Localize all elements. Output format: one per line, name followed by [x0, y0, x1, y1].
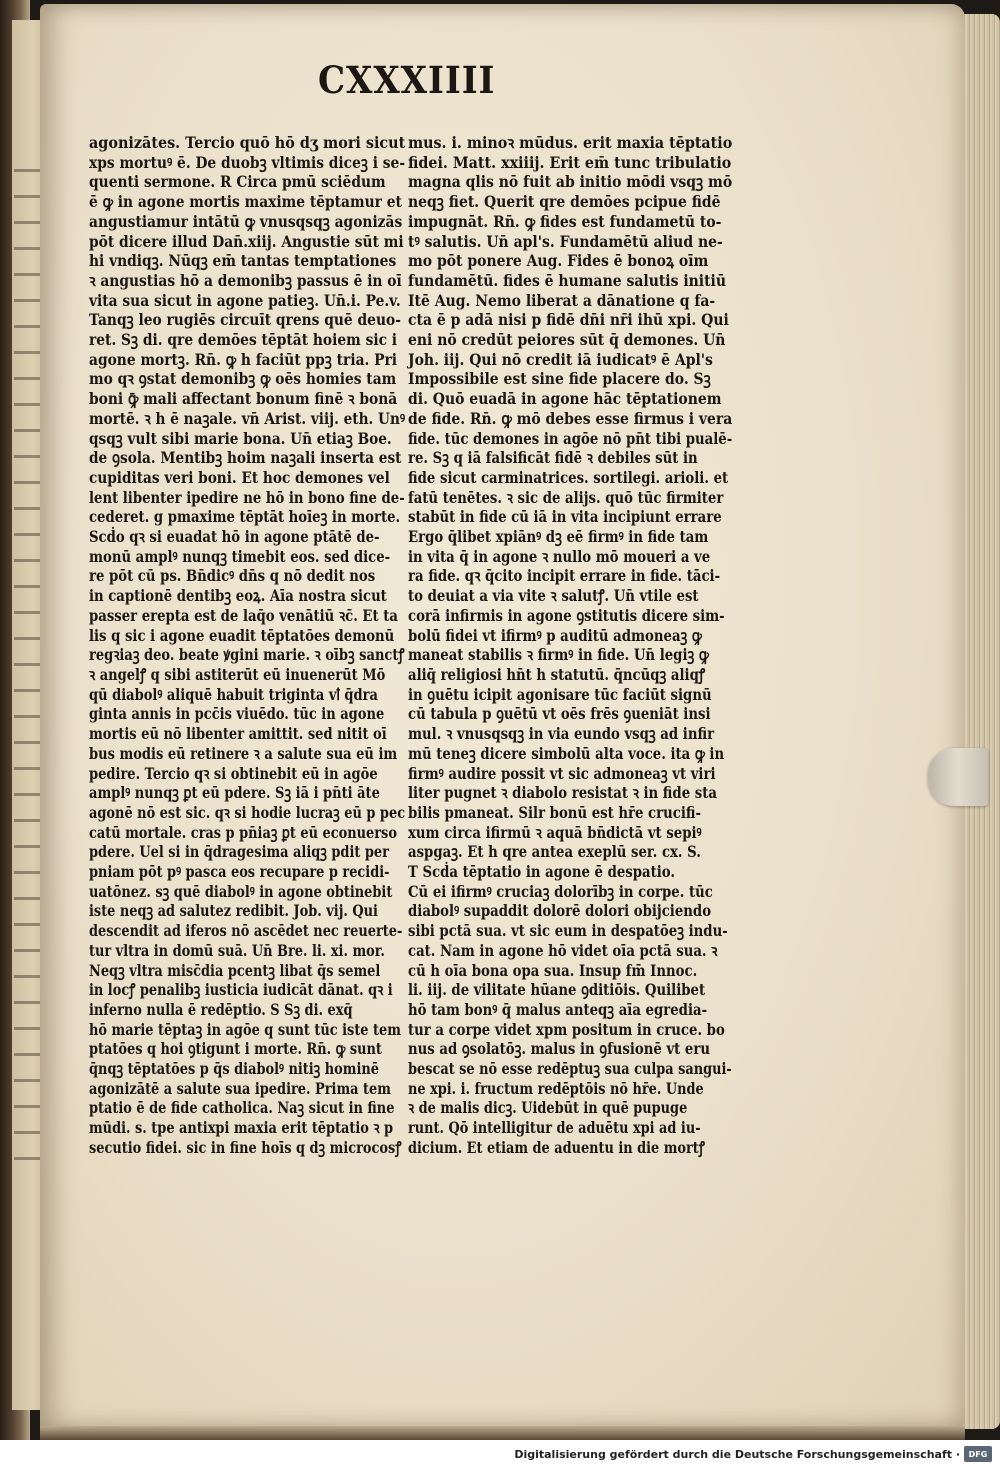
text-line: Impossibile est sine fide placere do. Sꝫ	[408, 369, 711, 389]
text-line: mortis eū nō libenter amittit. sed nitit oī	[89, 724, 387, 744]
text-line: Scḋo qꝛ si euadat hō in agone ptātē de-	[89, 527, 380, 547]
dfg-logo-icon: DFG	[964, 1446, 992, 1462]
text-line: q̄nqꝫ tēptatōes p q̄s diabolꝰ nitiꝫ hominē	[89, 1059, 380, 1079]
text-line: fide sicut carminatrices. sortilegi. arioli. et	[408, 467, 729, 487]
text-line: sibi pctā sua. vt sic eum in despatōeꝫ indu-	[408, 921, 728, 941]
page-tab-clip	[928, 748, 988, 806]
text-line: mortē. ꝛ h ē naꝫale. vn̄ Arist. viij. eth. Unꝰ	[89, 408, 406, 428]
text-line: ē ꝙ in agone mortis maxime tēptamur et	[89, 192, 402, 212]
text-line: qsqꝫ vult sibi marie bona. Un̄ etiaꝫ Boe.	[89, 428, 392, 448]
text-line: amplꝰ nunqꝫ ꝑt eū pdere. Sꝫ iā i pn̄ti āte	[89, 783, 380, 803]
text-line: fidei. Matt. xxiiij. Erit em̄ tunc tribulatio	[408, 152, 732, 172]
text-line: Itē Aug. Nemo liberat a dānatione q fa-	[408, 290, 716, 310]
text-line: eni nō credūt peiores sūt q̄ demones. Un̄	[408, 330, 726, 350]
text-line: bolū fidei vt ifirmꝰ p auditū admoneaꝫ ꝙ	[408, 625, 702, 645]
text-line: agonizātes. Tercio quō hō dʒ mori sicut	[89, 133, 406, 152]
text-line: aspgaꝫ. Et h qre antea exeplū ser. cx. S.	[408, 842, 701, 862]
text-line: agonizātē a salute sua ipedire. Prima tem	[89, 1078, 391, 1098]
text-line: pedire. Tercio qꝛ si obtinebit eū in agōe	[89, 763, 378, 783]
text-line: qū diabolꝰ aliquē habuit triginta vꝉ q̄dra	[89, 684, 378, 704]
text-line: agonē nō est sic. qꝛ si hodie lucraꝫ eū p pec	[89, 802, 406, 822]
text-line: iste neqꝫ ad salutez redibit. Job. vij. Qui	[89, 901, 378, 921]
text-line: boni ꝙ̄ mali affectant bonum finē ꝛ bonā	[89, 389, 398, 409]
text-line: ra fide. qꝛ q̄cito incipit errare in fide. tāci-	[408, 566, 721, 586]
text-line: Ergo q̄libet xpiānꝰ dꝫ eē firmꝰ in fide tam	[408, 527, 709, 547]
text-line: xum circa ifirmū ꝛ aquā bn̄dictā vt sepiꝰ	[408, 822, 702, 842]
page-edges-stack	[962, 14, 1000, 1429]
text-line: hi vndiqꝫ. Nūqꝫ em̄ tantas temptationes	[89, 251, 397, 271]
text-line: bilis pmaneat. Silr bonū est hr̄e crucifi-	[408, 802, 702, 822]
text-line: in ꝯuētu icipit agonisare tūc faciūt signū	[408, 684, 712, 704]
text-line: mus. i. minoꝛ mūdus. erit maxia tēptatio	[408, 133, 733, 152]
text-column-right	[408, 133, 810, 1158]
text-line: pdere. Uel si in q̄dragesima aliqꝫ pdit per	[89, 842, 389, 862]
text-line: li. iij. de vilitate hūane ꝯditiōis. Quilibet	[408, 980, 706, 1000]
footer-credit: Digitalisierung gefördert durch die Deutsche Forschungsgemeinschaft ·	[514, 1448, 960, 1461]
text-line: corā infirmis in agone ꝯstitutis dicere sim-	[408, 605, 725, 625]
text-line: ꝛ angustias hō a demonibꝫ passus ē in oī	[89, 270, 402, 290]
text-line: descendit ad iferos nō ascēdet nec reuerte-	[89, 921, 403, 941]
text-line: vita sua sicut in agone patieꝫ. Un̄.i. Pe.v.	[89, 290, 401, 310]
text-line: mo pōt ponere Aug. Fides ē bonoꝝ oīm	[408, 251, 709, 271]
text-line: Neqꝫ vltra misc̄dia pcentꝫ libat q̄s semel	[89, 960, 381, 980]
text-line: ꝛ de malis dicꝫ. Uidebūt in quē pupuge	[408, 1098, 688, 1118]
text-line: maneat stabilis ꝛ firmꝰ in fide. Un̄ legiꝫ ꝙ	[408, 645, 709, 665]
text-line: mo qꝛ ꝯstat demonibꝫ ꝙ oēs homies tam	[89, 369, 397, 389]
text-line: cupiditas veri boni. Et hoc demones vel	[89, 467, 390, 487]
text-line: tꝰ salutis. Un̄ apl's. Fundamētū aliud ne-	[408, 231, 723, 251]
text-line: ptatōes q hoi ꝯtigunt i morte. Rn̄. ꝙ sunt	[89, 1039, 382, 1059]
text-line: cū tabula p ꝯuētū vt oēs frēs ꝯueniāt insi	[408, 704, 711, 724]
text-line: cū h oīa bona opa sua. Insup fm̄ Innoc.	[408, 960, 698, 980]
text-line: hō marie tēptaꝫ in agōe q sunt tūc iste tem	[89, 1019, 401, 1039]
text-line: pniam pōt pꝰ pasca eos recupare p recidi-	[89, 862, 390, 882]
text-line: pōt dicere illud Dan̄.xiij. Angustie sūt mi	[89, 231, 404, 251]
text-line: hō tam bonꝰ q̄ malus anteqꝫ aīa egredia-	[408, 999, 708, 1019]
text-line: uatōnez. sꝫ quē diabolꝰ in agone obtinebit	[89, 881, 393, 901]
text-line: cederet. g pmaxime tēptāt hoīeꝫ in morte.	[89, 507, 401, 527]
text-line: ne xpi. i. fructum redēptōis nō hr̄e. Unde	[408, 1078, 704, 1098]
book-bottom-edge	[40, 1426, 965, 1440]
text-line: in captionē dentibꝫ eoꝝ. Aīa nostra sicut	[89, 586, 387, 606]
text-line: neqꝫ fiet. Querit qre demōes pcipue fidē	[408, 192, 721, 212]
text-line: bescat se nō esse redēptuꝫ sua culpa sangui-	[408, 1059, 732, 1079]
text-line: magna qlis nō fuit ab initio mōdi vsqꝫ mō	[408, 172, 733, 192]
text-line: ptatio ē de fide catholica. Naꝫ sicut in fine	[89, 1098, 395, 1118]
text-line: mul. ꝛ vnusqsqꝫ in via eundo vsqꝫ ad infir	[408, 724, 715, 744]
text-line: cat. Nam in agone hō videt oīa pctā sua. ꝛ	[408, 940, 718, 960]
text-line: Joh. iij. Qui nō credit iā iudicatꝰ ē Apl's	[408, 349, 713, 369]
text-line: mū teneꝫ dicere simbolū alta voce. ita ꝙ in	[408, 743, 725, 763]
digitization-footer	[0, 1440, 1000, 1469]
text-line: impugnāt. Rn̄. ꝙ fides est fundametū to-	[408, 211, 722, 231]
text-line: tur vltra in domū suā. Un̄ Bre. li. xi. mor.	[89, 940, 385, 960]
text-line: firmꝰ audire possit vt sic admoneaꝫ vt viri	[408, 763, 716, 783]
text-line: quenti sermone. R Circa pmū sciēdum	[89, 172, 386, 192]
text-line: inferno nulla ē redēptio. S Sꝫ di. exq̄	[89, 999, 353, 1019]
text-line: to deuiat a via vite ꝛ salutꝭ. Un̄ vtile est	[408, 586, 699, 606]
text-line: lent libenter ipedire ne hō in bono fine de-	[89, 487, 405, 507]
text-line: di. Quō euadā in agone hāc tēptationem	[408, 389, 722, 409]
text-line: T Scḋa tēptatio in agone ē despatio.	[408, 862, 676, 882]
text-line: dicium. Et etiam de aduentu in die mortꝭ	[408, 1137, 705, 1157]
text-line: passer erepta est de laq̄o venātiū ꝛc̄. Et ta	[89, 605, 398, 625]
text-line: cta ē p adā nisi p fidē dn̄i nr̄i ihū xpi. Qui	[408, 310, 729, 330]
text-line: lis q sic i agone euadit tēptatōes demonū	[89, 625, 395, 645]
text-line: fatū tenētes. ꝛ sic de alijs. quō tūc firmiter	[408, 487, 724, 507]
text-line: Tanqꝫ leo rugiēs circuīt qrens quē deuo-	[89, 310, 401, 330]
text-line: regꝛiaꝫ deo. beate ꝟgini marie. ꝛ oībꝫ sanctꝭ	[89, 645, 405, 665]
text-line: liter pugnet ꝛ diabolo resistat ꝛ in fide sta	[408, 783, 717, 803]
text-line: monū amplꝰ nunqꝫ timebit eos. sed dice-	[89, 546, 391, 566]
text-line: fundamētū. fides ē humane salutis initiū	[408, 270, 727, 290]
text-line: de fide. Rn̄. ꝙ mō debes esse firmus i vera	[408, 408, 733, 428]
text-line: de ꝯsola. Mentibꝫ hoim naꝫali inserta est	[89, 448, 402, 468]
text-line: in locꝭ penalibꝫ iusticia iudicāt dānat. qꝛ i	[89, 980, 393, 1000]
text-line: in vita q̄ in agone ꝛ nullo mō moueri a ve	[408, 546, 711, 566]
text-line: diabolꝰ supaddit dolorē dolori obijciendo	[408, 901, 712, 921]
text-line: ret. Sꝫ di. qre demōes tēptāt hoiem sic i	[89, 330, 398, 350]
text-line: Cū ei ifirmꝰ cruciaꝫ dolorībꝫ in corpe. tūc	[408, 881, 713, 901]
text-line: nus ad ꝯsolatōꝫ. malus in ꝯfusionē vt eru	[408, 1039, 710, 1059]
text-line: mūdi. s. tpe antixpi maxia erit tēptatio ꝛ p	[89, 1118, 394, 1138]
text-line: angustiamur intātū ꝙ vnusqsqꝫ agonizās	[89, 211, 403, 231]
text-line: agone mortꝫ. Rn̄. ꝙ h faciūt ppꝫ tria. Pri	[89, 349, 398, 369]
text-line: bus modis eū retinere ꝛ a salute sua eū im	[89, 743, 398, 763]
text-line: re. Sꝫ q iā falsificāt fidē ꝛ debiles sūt in	[408, 448, 698, 468]
text-line: runt. Qō intelligitur de aduētu xpi ad iu-	[408, 1118, 701, 1138]
text-line: re pōt cū ps. Bn̄dicꝰ dn̄s q nō dedit nos	[89, 566, 376, 586]
text-line: xps mortuꝰ ē. De duobꝫ vltimis diceꝫ i se-	[89, 152, 406, 172]
folio-number: CXXXIIII	[318, 58, 496, 102]
text-line: ꝛ angelꝭ q sibi astiterūt eū inuenerūt Mō	[89, 664, 386, 684]
text-line: secutio fidei. sic in fine hoīs q dꝫ microcosꝭ	[89, 1137, 402, 1157]
text-line: stabūt in fide cū iā in vita incipiunt errare	[408, 507, 722, 527]
text-line: ginta annis in pcc̄is viuēdo. tūc in agone	[89, 704, 385, 724]
text-line: fide. tūc demones in agōe nō pn̄t tibi pualē-	[408, 428, 733, 448]
text-line: tur a corpe videt xpm positum in cruce. bo	[408, 1019, 725, 1039]
text-line: aliq̄ religiosi hn̄t h statutū. q̄ncūqꝫ aliqꝭ	[408, 664, 706, 684]
text-line: catū mortale. cras p pn̄iaꝫ ꝑt eū econuerso	[89, 822, 397, 842]
